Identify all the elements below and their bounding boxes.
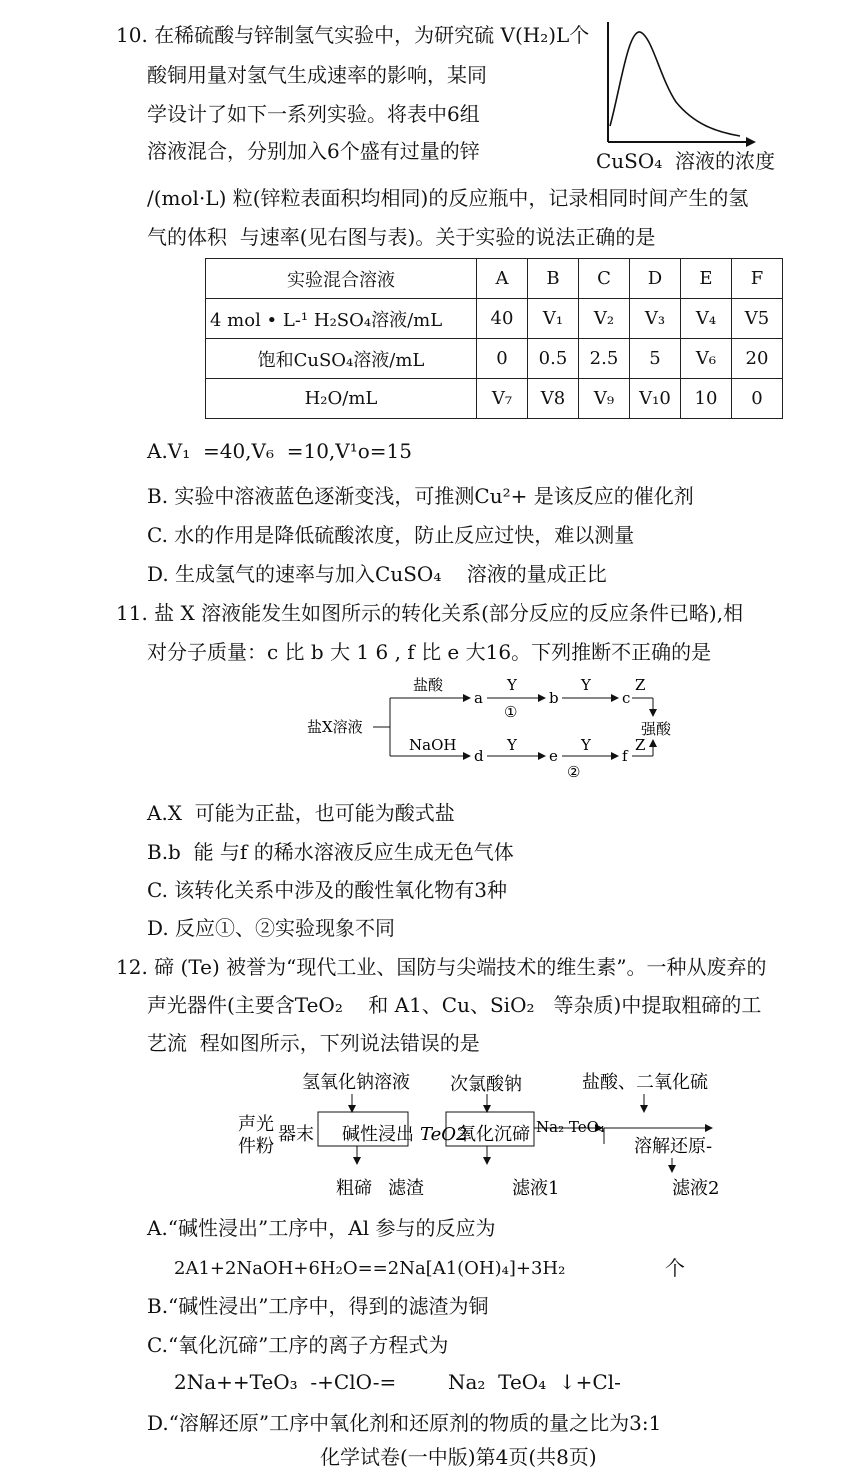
q12-line-2: 声光器件(主要含TeO₂ 和 A1、Cu、SiO₂ 等杂质)中提取粗碲的工 bbox=[147, 993, 762, 1017]
table-cell: 5 bbox=[630, 339, 681, 379]
diagram-reagent-z: Z bbox=[635, 736, 646, 754]
table-cell: 0 bbox=[732, 379, 783, 419]
flow-step-dissolve-reduce: 溶解还原- bbox=[634, 1136, 713, 1157]
diagram-node-d: d bbox=[474, 747, 484, 765]
table-cell: 0.5 bbox=[528, 339, 579, 379]
table-cell: H₂O/mL bbox=[206, 379, 477, 419]
diagram-start-label: 盐X溶液 bbox=[307, 718, 363, 736]
q10-experiment-table bbox=[205, 258, 783, 419]
diagram-mark-1: ① bbox=[504, 703, 518, 721]
q10-line-1: 10. 在稀硫酸与锌制氢气实验中，为研究硫 V(H₂)L个 bbox=[116, 23, 590, 47]
q10-option-b: B. 实验中溶液蓝色逐渐变浅，可推测Cu²+ 是该反应的催化剂 bbox=[147, 484, 694, 508]
table-cell: V₁0 bbox=[630, 379, 681, 419]
diagram-reagent-y: Y bbox=[581, 736, 591, 754]
diagram-top-reagent: 盐酸 bbox=[413, 676, 444, 694]
q11-option-a: A.X 可能为正盐，也可能为酸式盐 bbox=[147, 801, 455, 825]
table-cell: V₄ bbox=[681, 299, 732, 339]
q10-line-4: 溶液混合，分别加入6个盛有过量的锌 bbox=[147, 139, 480, 163]
table-header-cell: C bbox=[579, 259, 630, 299]
q10-option-d: D. 生成氢气的速率与加入CuSO₄ 溶液的量成正比 bbox=[147, 562, 607, 586]
flow-reagent-hcl-so2: 盐酸、二氧化硫 bbox=[582, 1072, 708, 1093]
q12-option-a-equation: 2A1+2NaOH+6H₂O==2Na[A1(OH)₄]+3H₂ bbox=[174, 1258, 566, 1279]
q10-line-5: /(mol·L) 粒(锌粒表面积均相同)的反应瓶中，记录相同时间产生的氢 bbox=[147, 186, 749, 210]
table-row bbox=[206, 339, 783, 379]
q10-option-c: C. 水的作用是降低硫酸浓度，防止反应过快，难以测量 bbox=[147, 523, 635, 547]
table-header-cell: B bbox=[528, 259, 579, 299]
table-cell: 饱和CuSO₄溶液/mL bbox=[206, 339, 477, 379]
flow-reagent-naclo: 次氯酸钠 bbox=[450, 1074, 522, 1095]
q10-line-3: 学设计了如下一系列实验。将表中6组 bbox=[147, 102, 480, 126]
table-header-row bbox=[206, 259, 783, 299]
table-cell: V₉ bbox=[579, 379, 630, 419]
table-header-cell: 实验混合溶液 bbox=[206, 259, 477, 299]
q11-option-d: D. 反应①、②实验现象不同 bbox=[147, 916, 396, 940]
q12-process-flow bbox=[232, 1064, 732, 1204]
flow-output-filtrate1: 滤液1 bbox=[512, 1178, 560, 1199]
q11-line-1: 11. 盐 X 溶液能发生如图所示的转化关系(部分反应的反应条件已略),相 bbox=[116, 601, 744, 625]
q12-option-a-arrow: 个 bbox=[665, 1256, 685, 1280]
q10-line-6: 气的体积 与速率(见右图与表)。关于实验的说法正确的是 bbox=[147, 225, 656, 249]
table-cell: V₂ bbox=[579, 299, 630, 339]
q10-line-2: 酸铜用量对氢气生成速率的影响，某同 bbox=[147, 63, 487, 87]
table-header-cell: E bbox=[681, 259, 732, 299]
table-cell: V5 bbox=[732, 299, 783, 339]
q11-conversion-diagram bbox=[305, 672, 700, 784]
diagram-mark-2: ② bbox=[567, 763, 581, 781]
table-cell: V₆ bbox=[681, 339, 732, 379]
flow-intermediate-teo2: TeO2 bbox=[420, 1124, 468, 1145]
q11-option-c: C. 该转化关系中涉及的酸性氧化物有3种 bbox=[147, 878, 508, 902]
q10-option-a: A.V₁ =40,V₆ =10,V¹o=15 bbox=[147, 439, 412, 463]
q12-option-b: B.“碱性浸出”工序中，得到的滤渣为铜 bbox=[147, 1294, 489, 1318]
table-cell: 4 mol • L-¹ H₂SO₄溶液/mL bbox=[206, 299, 477, 339]
q12-option-a: A.“碱性浸出”工序中，Al 参与的反应为 bbox=[147, 1216, 496, 1240]
diagram-reagent-y: Y bbox=[507, 736, 517, 754]
table-cell: V₇ bbox=[477, 379, 528, 419]
diagram-bottom-reagent: NaOH bbox=[409, 736, 457, 754]
q11-option-b: B.b 能 与f 的稀水溶液反应生成无色气体 bbox=[147, 840, 514, 864]
table-cell: V8 bbox=[528, 379, 579, 419]
table-row bbox=[206, 379, 783, 419]
table-cell: 0 bbox=[477, 339, 528, 379]
q10-graph-xlabel: CuSO₄ 溶液的浓度 bbox=[596, 149, 776, 173]
flow-output-residue: 滤渣 bbox=[388, 1178, 424, 1199]
flow-reagent-naoh: 氢氧化钠溶液 bbox=[302, 1072, 410, 1093]
table-header-cell: A bbox=[477, 259, 528, 299]
table-header-cell: D bbox=[630, 259, 681, 299]
diagram-node-a: a bbox=[474, 689, 483, 707]
flow-start-top: 声光 bbox=[238, 1114, 274, 1135]
flow-output-filtrate2: 滤液2 bbox=[672, 1178, 720, 1199]
flow-output-crude-te: 粗碲 bbox=[336, 1178, 372, 1199]
table-cell: 40 bbox=[477, 299, 528, 339]
diagram-node-b: b bbox=[549, 689, 559, 707]
table-cell: 2.5 bbox=[579, 339, 630, 379]
table-cell: V₃ bbox=[630, 299, 681, 339]
q12-option-c: C.“氧化沉碲”工序的离子方程式为 bbox=[147, 1333, 449, 1357]
graph-x-arrow-icon bbox=[746, 137, 756, 147]
flow-start-bottom: 件粉 bbox=[238, 1136, 274, 1157]
diagram-reagent-y: Y bbox=[581, 676, 591, 694]
diagram-node-f: f bbox=[622, 747, 628, 765]
q12-option-c-equation-left: 2Na++TeO₃ -+ClO-= bbox=[174, 1370, 397, 1394]
table-header-cell: F bbox=[732, 259, 783, 299]
diagram-product-label: 强酸 bbox=[641, 720, 672, 738]
q10-rate-graph bbox=[598, 20, 758, 150]
flow-start-label: 器末 bbox=[278, 1124, 314, 1145]
flow-intermediate-na2teo4: Na₂ TeO₄ bbox=[536, 1118, 605, 1136]
diagram-node-c: c bbox=[622, 689, 631, 707]
diagram-reagent-y: Y bbox=[507, 676, 517, 694]
flow-step-oxidation: 氧化沉碲 bbox=[458, 1124, 530, 1145]
q12-line-3: 艺流 程如图所示，下列说法错误的是 bbox=[147, 1031, 480, 1055]
flow-step-alkaline-leach: 碱性浸出 bbox=[342, 1124, 414, 1145]
q12-line-1: 12. 碲 (Te) 被誉为“现代工业、国防与尖端技术的维生素”。一种从废弃的 bbox=[116, 955, 767, 979]
diagram-reagent-z: Z bbox=[635, 676, 646, 694]
diagram-node-e: e bbox=[549, 747, 558, 765]
page-footer: 化学试卷(一中版)第4页(共8页) bbox=[320, 1445, 597, 1469]
table-cell: 10 bbox=[681, 379, 732, 419]
q11-line-2: 对分子质量：c 比 b 大 1 6 , f 比 e 大16。下列推断不正确的是 bbox=[147, 640, 712, 664]
q12-option-d: D.“溶解还原”工序中氧化剂和还原剂的物质的量之比为3:1 bbox=[147, 1411, 662, 1435]
graph-rate-curve bbox=[610, 32, 740, 136]
table-cell: 20 bbox=[732, 339, 783, 379]
table-cell: V₁ bbox=[528, 299, 579, 339]
q12-option-c-equation-right: Na₂ TeO₄ ↓+Cl- bbox=[448, 1370, 621, 1394]
table-row bbox=[206, 299, 783, 339]
